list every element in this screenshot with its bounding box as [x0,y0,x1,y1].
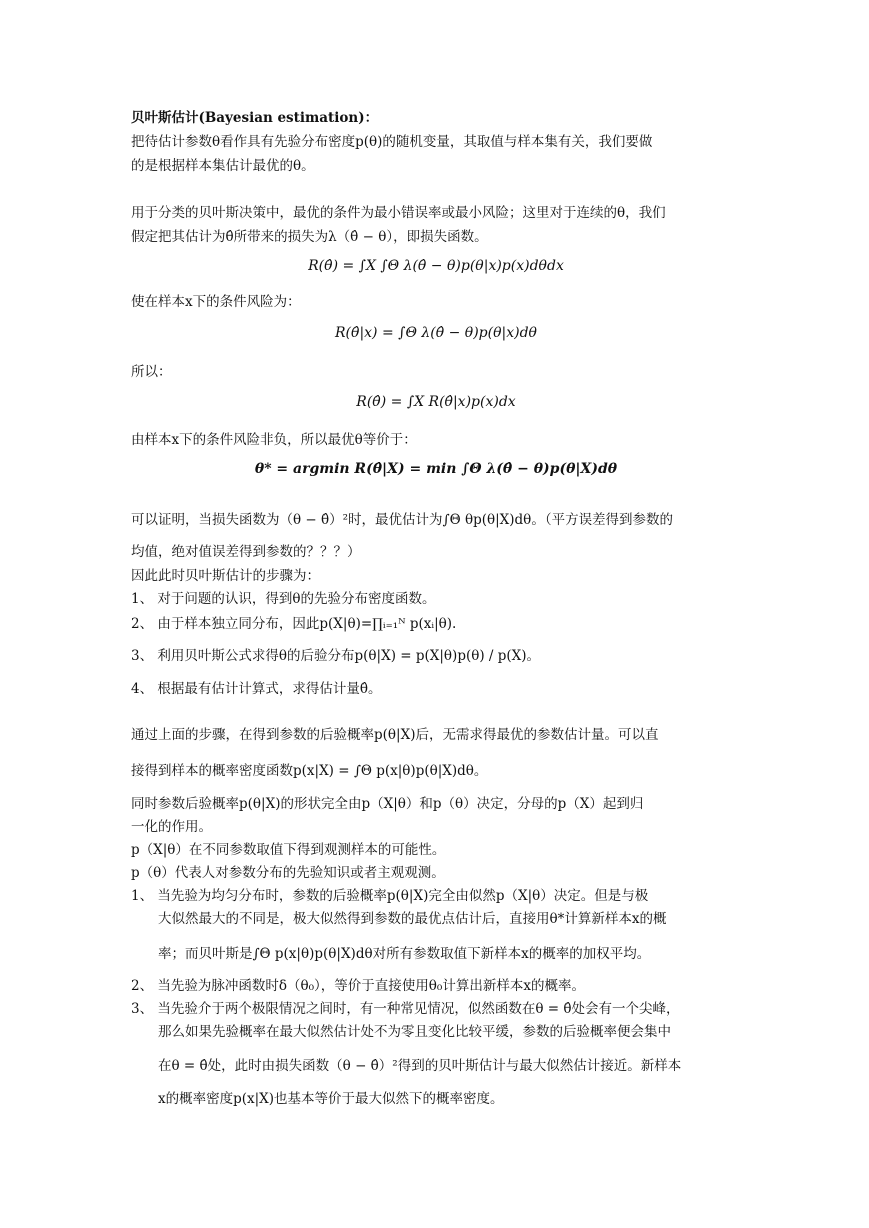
para2-line-1: 用于分类的贝叶斯决策中，最优的条件为最小错误率或最小风险；这里对于连续的θ，我们 [131,205,666,221]
equation-4: θ* = argmin R(θ̂|X) = min ∫Θ λ(θ̂ − θ)p(θ|X)dθ [254,461,618,477]
case-3-line-1: 3、 当先验介于两个极限情况之间时，有一种常见情况，似然函数在θ = θ̂处会有一个尖峰， [131,1001,680,1017]
case-1-line-1: 1、 当先验为均匀分布时，参数的后验概率p(θ|X)完全由似然p（X|θ）决定。但是与极 [131,888,649,904]
case-3-line-3: 在θ = θ̂处，此时由损失函数（θ − θ̂）²得到的贝叶斯估计与最大似然估计接近。新样本 [158,1058,682,1074]
posterior-note-2: 一化的作用。 [131,819,212,835]
case-1-line-2: 大似然最大的不同是，极大似然得到参数的最优点估计后，直接用θ*计算新样本x的概 [158,911,667,927]
so-label: 所以： [131,364,172,380]
equation-2: R(θ̂|x) = ∫Θ λ(θ̂ − θ)p(θ|x)dθ [335,325,537,341]
proof-line-1: 可以证明，当损失函数为（θ − θ̂）²时，最优估计为∫Θ θp(θ|X)dθ。（平方误差得到参数的 [131,512,674,528]
cond-risk-label: 使在样本x下的条件风险为： [131,294,301,310]
posterior-note-3: p（X|θ）在不同参数取值下得到观测样本的可能性。 [131,842,446,858]
steps-label: 因此此时贝叶斯估计的步骤为： [131,568,320,584]
equation-1: R(θ̂) = ∫X ∫Θ λ(θ̂ − θ)p(θ|x)p(x)dθdx [308,258,564,274]
case-2: 2、 当先验为脉冲函数时δ（θ₀），等价于直接使用θ₀计算出新样本x的概率。 [131,978,585,994]
nonneg-label: 由样本x下的条件风险非负，所以最优θ等价于： [131,432,417,448]
case-3-line-4: x的概率密度p(x|X)也基本等价于最大似然下的概率密度。 [158,1091,504,1107]
posterior-note-1: 同时参数后验概率p(θ|X)的形状完全由p（X|θ）和p（θ）决定，分母的p（X）起到归 [131,796,644,812]
summary-line-1: 通过上面的步骤，在得到参数的后验概率p(θ|X)后，无需求得最优的参数估计量。可以直 [131,727,659,743]
step-4: 4、 根据最有估计计算式，求得估计量θ̂。 [131,681,382,697]
step-2: 2、 由于样本独立同分布，因此p(X|θ)=∏ᵢ₌₁ᴺ p(xᵢ|θ). [131,616,457,632]
summary-line-2: 接得到样本的概率密度函数p(x|X) = ∫Θ p(x|θ)p(θ|X)dθ。 [131,763,488,779]
para2-line-2: 假定把其估计为θ̂所带来的损失为λ（θ̂ − θ），即损失函数。 [131,229,488,245]
intro-line-1: 把待估计参数θ看作具有先验分布密度p(θ)的随机变量，其取值与样本集有关，我们要做 [131,134,653,150]
proof-line-2: 均值，绝对值误差得到参数的？？？） [131,544,361,560]
step-1: 1、 对于问题的认识，得到θ的先验分布密度函数。 [131,591,436,607]
step-3: 3、 利用贝叶斯公式求得θ的后验分布p(θ|X) = p(X|θ)p(θ) / p(X)。 [131,648,541,664]
case-1-line-3: 率；而贝叶斯是∫Θ p(x|θ)p(θ|X)dθ对所有参数取值下新样本x的概率的加权平均。 [158,946,651,962]
equation-3: R(θ̂) = ∫X R(θ̂|x)p(x)dx [356,394,516,410]
intro-line-2: 的是根据样本集估计最优的θ。 [131,158,315,174]
case-3-line-2: 那么如果先验概率在最大似然估计处不为零且变化比较平缓，参数的后验概率便会集中 [158,1024,671,1040]
section-title: 贝叶斯估计(Bayesian estimation)： [131,110,379,126]
posterior-note-4: p（θ）代表人对参数分布的先验知识或者主观观测。 [131,865,445,881]
